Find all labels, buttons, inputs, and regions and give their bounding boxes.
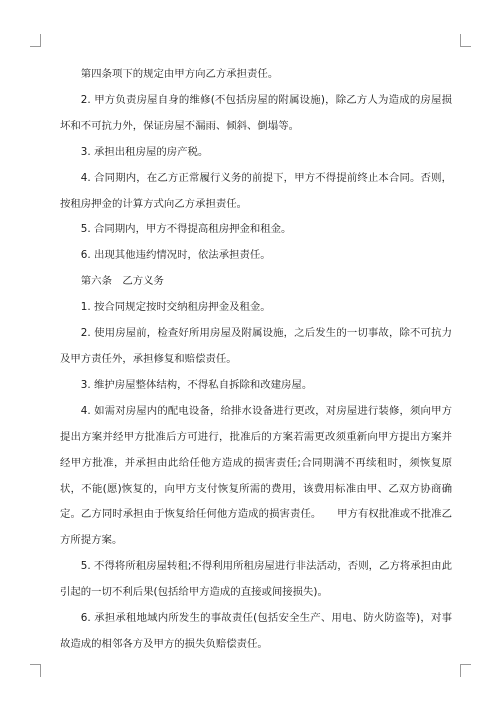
crop-mark-bottom-right [460,664,471,677]
paragraph: 1. 按合同规定按时交纳租房押金及租金。 [80,301,271,314]
document-body [60,62,452,658]
crop-mark-bottom-left [30,664,41,677]
paragraph: 3. 承担出租房屋的房产税。 [80,145,209,158]
section-heading: 第六条 乙方义务 [80,275,164,288]
paragraph: 5. 不得将所租房屋转租;不得利用所租房屋进行非法活动，否则，乙方将承担由此引起的一切不利后果(包括给甲方造成的直接或间接损失)。 [60,560,452,599]
crop-mark-top-right [460,34,471,47]
paragraph: 第四条项下的规定由甲方向乙方承担责任。 [80,68,279,80]
paragraph: 2. 甲方负责房屋自身的维修(不包括房屋的附属设施)，除乙方人为造成的房屋损坏和不可抗力外，保证房屋不漏雨、倾斜、倒塌等。 [60,93,452,132]
paragraph: 4. 如需对房屋内的配电设备，给排水设备进行更改，对房屋进行装修，须向甲方提出方案并经甲方批准后方可进行，批准后的方案若需更改须重新向甲方提出方案并经甲方批准，并承担由此给任他方造成的损害责任;合同期满不再续租时，须恢复原状，不能(愿)恢复的，向甲方支付恢复所需的费用，该费用标准由甲、乙双方协商确定。乙方同时承担由于恢复给任何他方造成的损害责任。 甲方有权批准或不批准乙方所提方案。 [60,404,452,547]
paragraph: 6. 出现其他违约情况时，依法承担责任。 [80,249,271,262]
paragraph: 5. 合同期内，甲方不得提高租房押金和租金。 [80,223,292,236]
paragraph: 6. 承担承租地域内所发生的事故责任(包括安全生产、用电、防火防盗等)，对事故造成的相邻各方及甲方的损失负赔偿责任。 [60,612,452,650]
paragraph: 3. 维护房屋整体结构，不得私自拆除和改建房屋。 [80,378,313,391]
paragraph: 4. 合同期内，在乙方正常履行义务的前提下，甲方不得提前终止本合同。否则，按租房押金的计算方式向乙方承担责任。 [60,171,452,210]
paragraph: 2. 使用房屋前，检查好所用房屋及附属设施，之后发生的一切事故，除不可抗力及甲方责任外，承担修复和赔偿责任。 [60,327,452,365]
crop-mark-top-left [30,34,41,47]
